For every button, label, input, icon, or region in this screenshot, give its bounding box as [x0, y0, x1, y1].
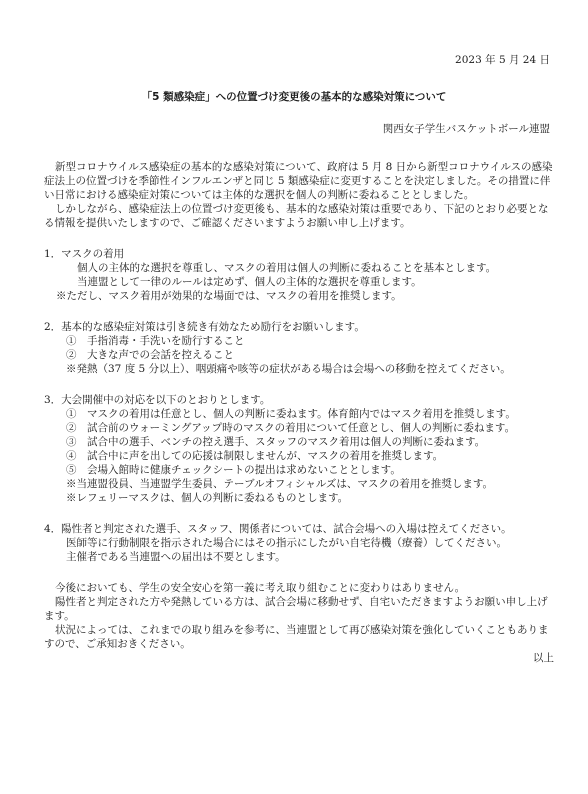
section-line: 医師等に行動制限を指示された場合にはその指示にしたがい自宅待機（療養）してください。 — [66, 537, 507, 549]
section-heading: 3．大会開催中の対応を以下のとおりとします。 — [44, 394, 271, 406]
list-item: ③ 試合中の選手、ベンチの控え選手、スタッフのマスク着用は個人の判断に委ねます。 — [66, 436, 486, 448]
organization-name: 関西女子学生バスケットボール連盟 — [382, 123, 550, 135]
section-note: ※ただし、マスク着用が効果的な場面では、マスクの着用を推奨します。 — [56, 290, 402, 302]
list-item: ② 試合前のウォーミングアップ時のマスクの着用について任意とし、個人の判断に委ねます。 — [66, 422, 516, 434]
section-heading: 1．マスクの着用 — [44, 248, 125, 260]
closing-paragraph: 陽性者と判定された方や発熱している方は、試合会場に移動せず、自宅いただきますようお願い申し上げます。 — [44, 596, 548, 622]
list-item: ※当連盟役員、当連盟学生委員、テーブルオフィシャルズは、マスクの着用を推奨します。 — [66, 478, 494, 490]
intro-paragraph: しかしながら、感染症法上の位置づけ変更後も、基本的な感染対策は重要であり、下記のとおり必要となる情報を提供いたしますので、ご確認くださいますようお願い申し上げます。 — [44, 203, 549, 229]
list-item: ⑤ 会場入館時に健康チェックシートの提出は求めないこととします。 — [66, 464, 401, 476]
list-item: ※発熱（37 度 5 分以上）、咽頭痛や咳等の症状がある場合は会場への移動を控えてください。 — [66, 363, 511, 375]
closing-mark: 以上 — [533, 652, 554, 664]
document-title: 「5 類感染症」への位置づけ変更後の基本的な感染対策について — [141, 91, 447, 103]
closing-paragraph: 状況によっては、これまでの取り組みを参考に、当連盟として再び感染対策を強化していくこともありますので、ご承知おきください。 — [44, 624, 549, 650]
list-item: ① マスクの着用は任意とし、個人の判断に委ねます。体育館内ではマスク着用を推奨します。 — [66, 408, 516, 420]
document-date: 2023 年 5 月 24 日 — [455, 54, 550, 66]
list-item: ② 大きな声での会話を控えること — [66, 349, 234, 361]
document-body — [44, 160, 554, 665]
list-item: ④ 試合中に声を出しての応援は制限しませんが、マスクの着用を推奨します。 — [66, 450, 444, 462]
section-line: 当連盟として一律のルールは定めず、個人の主体的な選択を尊重します。 — [77, 276, 422, 288]
intro-paragraph: 新型コロナウイルス感染症の基本的な感染対策について、政府は 5 月 8 日から新型コロナウイルスの感染症法上の位置づけを季節性インフルエンザと同じ 5 類感染症に変更することを決定しました。その措置に伴い日常における感染症対策については主体的な選択を個人の判断に委ねることとしました。 — [44, 161, 553, 201]
section-line: 個人の主体的な選択を尊重し、マスクの着用は個人の判断に委ねることを基本とします。 — [77, 262, 497, 274]
section-heading: 2．基本的な感染症対策は引き続き有効なため励行をお願いします。 — [44, 321, 365, 333]
closing-paragraph: 今後においても、学生の安全安心を第一義に考え取り組むことに変わりはありません。 — [55, 582, 466, 594]
section-heading: 4．陽性者と判定された選手、スタッフ、関係者については、試合会場への入場は控えてください。 — [44, 523, 512, 535]
list-item: ※レフェリーマスクは、個人の判断に委ねるものとします。 — [66, 492, 349, 504]
list-item: ① 手指消毒・手洗いを励行すること — [66, 335, 245, 347]
section-line: 主催者である当連盟への届出は不要とします。 — [66, 551, 286, 563]
